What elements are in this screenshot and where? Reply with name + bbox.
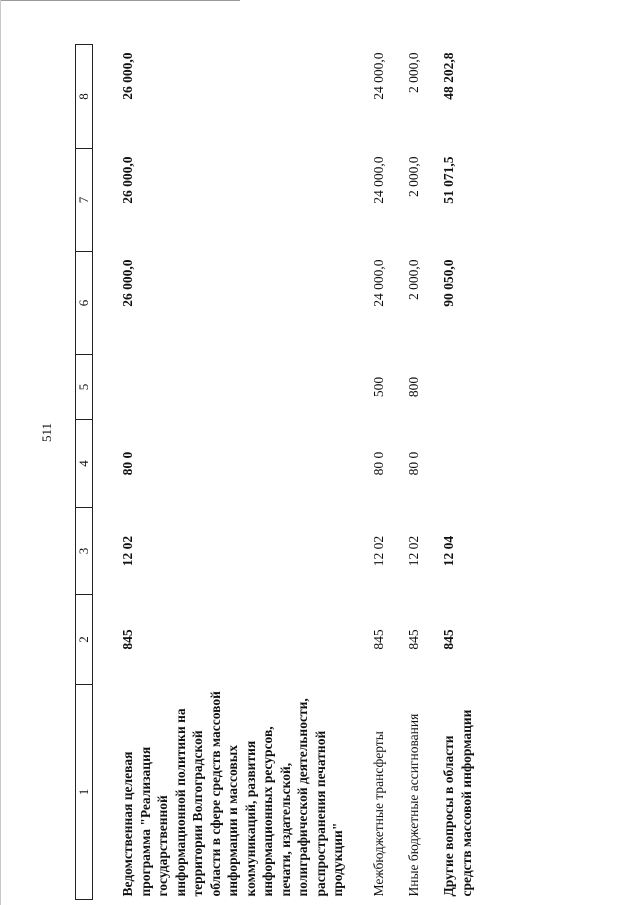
cell-col-5: 800 xyxy=(406,376,421,398)
cell-col-3: 12 02 xyxy=(406,535,421,567)
cell-col-3: 12 02 xyxy=(120,535,135,567)
cell-col-8: 24 000,0 xyxy=(371,52,386,100)
cell-col-6: 24 000,0 xyxy=(371,259,386,307)
cell-col-2: 845 xyxy=(120,629,135,650)
cell-col-8: 2 000,0 xyxy=(406,52,421,93)
cell-col-6: 90 050,0 xyxy=(441,259,456,307)
cell-col-8: 48 202,8 xyxy=(441,52,456,100)
header-col-3: 3 xyxy=(76,508,93,595)
cell-col-4: 80 0 xyxy=(406,451,421,476)
header-col-1: 1 xyxy=(76,685,93,900)
cell-col-5: 500 xyxy=(371,376,386,398)
cell-col-7: 51 071,5 xyxy=(441,156,456,204)
table-row xyxy=(434,45,488,900)
row-name: Иные бюджетные ассигнования xyxy=(406,713,421,897)
cell-col-5 xyxy=(434,355,488,420)
header-col-8: 8 xyxy=(76,45,93,149)
cell-col-6: 26 000,0 xyxy=(120,259,135,307)
row-name: Ведомственная целевая программа "Реализация государственной информационной политики на территории Волгоградской области в сфере средств массовой информации и массовых коммуникаций, развития информационных ресурсов, печати, издательской, полиграфической деятельности, распространения печатной продукции" xyxy=(120,691,345,897)
cell-col-5 xyxy=(93,355,365,420)
cell-col-2: 845 xyxy=(441,629,456,650)
cell-col-2: 845 xyxy=(406,629,421,650)
header-col-5: 5 xyxy=(76,355,93,420)
row-name: Межбюджетные трансферты xyxy=(371,731,386,897)
cell-col-2: 845 xyxy=(371,629,386,650)
scan-edge-left xyxy=(0,0,1,905)
cell-col-7: 2 000,0 xyxy=(406,156,421,197)
scan-edge-top xyxy=(0,0,240,1)
header-col-7: 7 xyxy=(76,149,93,252)
cell-col-8: 26 000,0 xyxy=(120,52,135,100)
rotated-table-sheet xyxy=(75,45,500,900)
cell-col-4: 80 0 xyxy=(120,451,135,476)
cell-col-4: 80 0 xyxy=(371,451,386,476)
budget-table xyxy=(75,44,488,900)
cell-col-7: 24 000,0 xyxy=(371,156,386,204)
table-row xyxy=(93,45,365,900)
cell-col-6: 2 000,0 xyxy=(406,259,421,300)
table-row xyxy=(364,45,399,900)
page-number: 511 xyxy=(39,422,54,442)
cell-col-7: 26 000,0 xyxy=(120,156,135,204)
cell-col-4 xyxy=(434,420,488,508)
table-row xyxy=(399,45,434,900)
cell-col-3: 12 04 xyxy=(441,535,456,567)
header-col-4: 4 xyxy=(76,420,93,508)
row-name: Другие вопросы в области средств массовой информации xyxy=(441,709,474,897)
header-col-6: 6 xyxy=(76,252,93,355)
cell-col-3: 12 02 xyxy=(371,535,386,567)
header-col-2: 2 xyxy=(76,595,93,685)
header-row xyxy=(76,45,93,900)
